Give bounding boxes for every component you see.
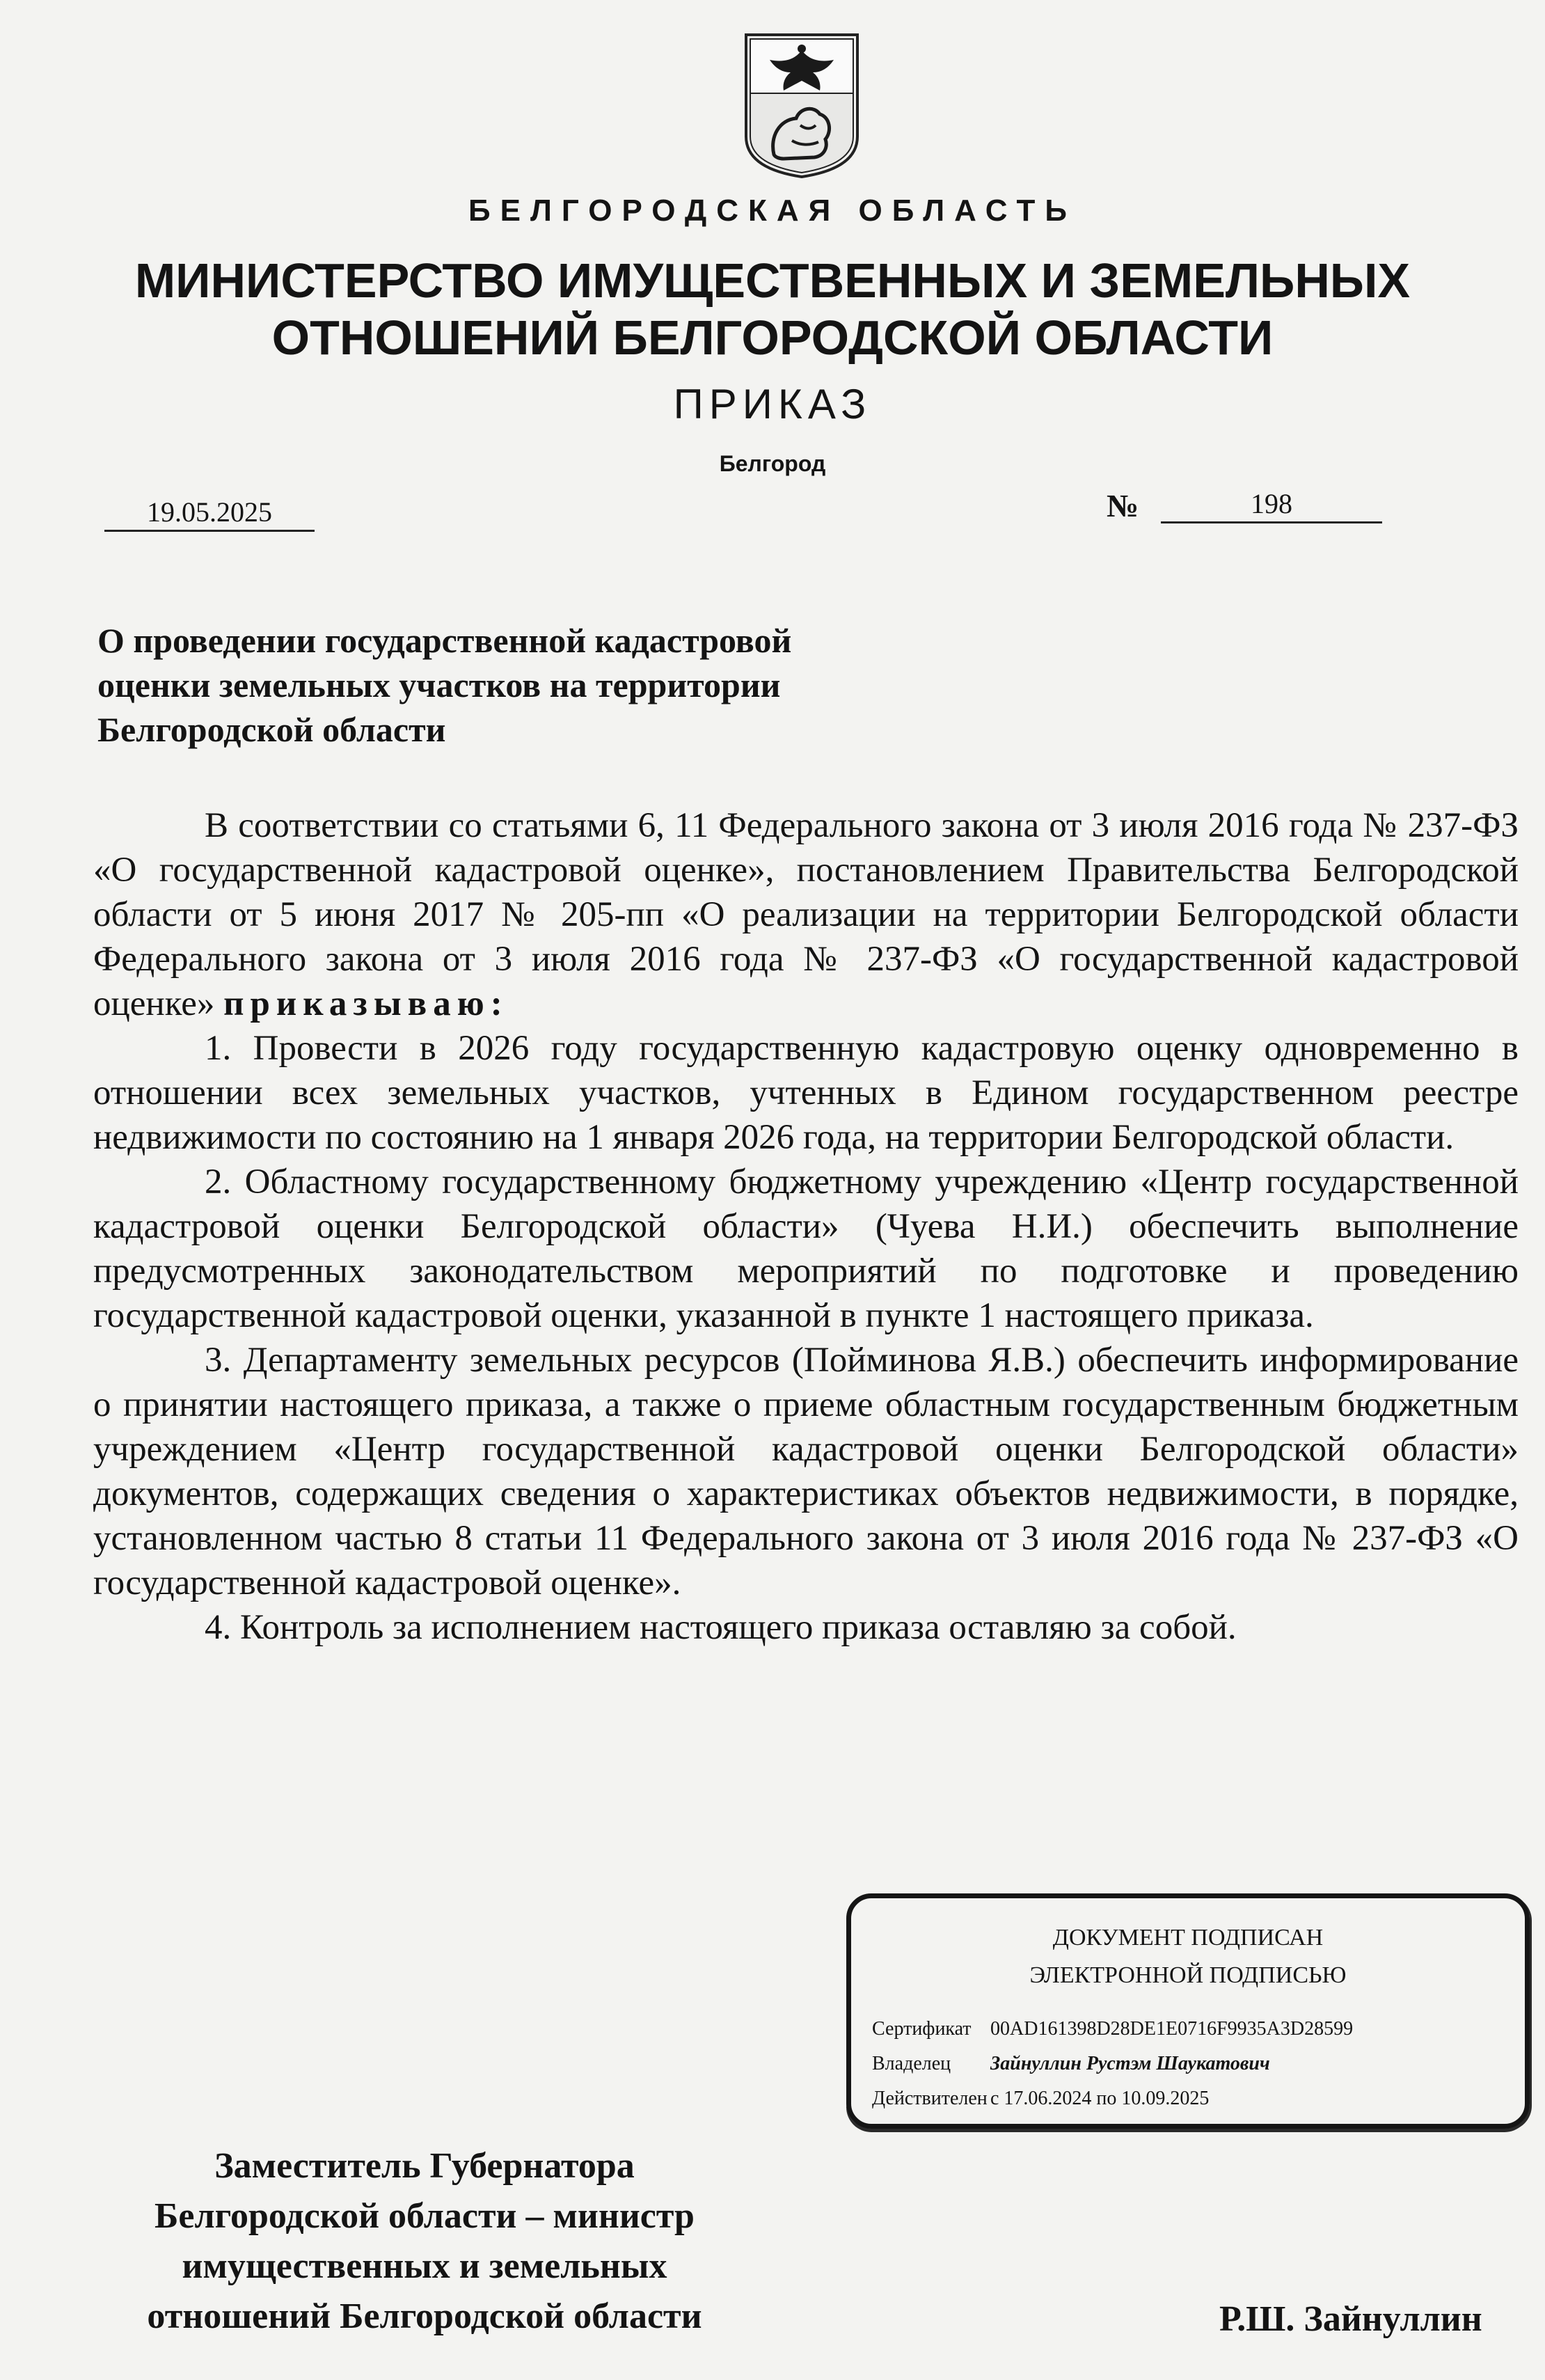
esign-certificate-value: 00AD161398D28DE1E0716F9935A3D28599 (990, 2018, 1354, 2040)
esign-certificate-row (872, 2018, 1353, 2040)
preamble-paragraph (93, 803, 1519, 1026)
esign-owner-row (872, 2053, 1270, 2075)
ministry-heading-line2: ОТНОШЕНИЙ БЕЛГОРОДСКОЙ ОБЛАСТИ (271, 310, 1274, 365)
position-line2: Белгородской области – министр (154, 2196, 695, 2236)
position-line1: Заместитель Губернатора (214, 2146, 635, 2186)
region-heading: БЕЛГОРОДСКАЯ ОБЛАСТЬ (468, 194, 1077, 228)
esign-title-line1: ДОКУМЕНТ ПОДПИСАН (1052, 1925, 1324, 1951)
subject-line2: оценки земельных участков на территории (97, 665, 781, 704)
order-item-2: 2. Областному государственному бюджетному учреждению «Центр государственной кадастровой оценки Белгородской области» (Чуева Н.И.) обеспечить выполнение предусмотренных законодательством мероприятий по подготовке и проведению государственной кадастровой оценки, указанной в пункте 1 настоящего приказа. (93, 1163, 1519, 1335)
electronic-signature-stamp (846, 1893, 1530, 2129)
subject-line3: Белгородской области (97, 710, 446, 749)
document-number: 198 (1161, 487, 1382, 523)
esign-validity-row (872, 2088, 1209, 2110)
signatory-position (97, 2141, 752, 2342)
order-item-4: 4. Контроль за исполнением настоящего приказа оставляю за собой. (205, 1608, 1237, 1647)
order-body (93, 803, 1519, 1650)
order-item-1: 1. Провести в 2026 году государственную кадастровую оценку одновременно в отношении всех земельных участков, учтенных в Едином государственном реестре недвижимости по состоянию на 1 января 2026 года, на территории Белгородской области. (93, 1029, 1519, 1157)
esign-owner-value: Зайнуллин Рустэм Шаукатович (990, 2053, 1270, 2074)
preamble-text: В соответствии со статьями 6, 11 Федерального закона от 3 июля 2016 года № 237-ФЗ «О государственной кадастровой оценке», постановлением Правительства Белгородской области от 5 июня 2017 № 205-пп «О реализации на территории Белгородской области Федерального закона от 3 июля 2016 года № 237-ФЗ «О государственной кадастровой оценке» (93, 806, 1519, 1023)
ministry-heading (104, 252, 1441, 366)
position-line3: имущественных и земельных (182, 2246, 667, 2286)
signatory-name: Р.Ш. Зайнуллин (1219, 2299, 1482, 2339)
esign-validity-label: Действителен (872, 2088, 988, 2109)
esign-title (851, 1919, 1525, 1994)
city: Белгород (719, 451, 826, 476)
position-line4: отношений Белгородской области (147, 2296, 702, 2336)
number-sign: № (1107, 488, 1139, 523)
coat-of-arms-emblem (742, 32, 862, 180)
order-word: приказываю: (223, 984, 509, 1023)
subject-line1: О проведении государственной кадастровой (97, 621, 792, 660)
esign-title-line2: ЭЛЕКТРОННОЙ ПОДПИСЬЮ (1029, 1962, 1347, 1988)
esign-owner-label: Владелец (872, 2053, 951, 2074)
esign-validity-value: с 17.06.2024 по 10.09.2025 (990, 2088, 1210, 2109)
esign-certificate-label: Сертификат (872, 2018, 972, 2040)
document-type: ПРИКАЗ (673, 381, 872, 427)
order-item-3: 3. Департаменту земельных ресурсов (Пойминова Я.В.) обеспечить информирование о принятии настоящего приказа, а также о приеме областным государственным бюджетным учреждением «Центр государственной кадастровой оценки Белгородской области» документов, содержащих сведения о характеристиках объектов недвижимости, в порядке, установленном частью 8 статьи 11 Федерального закона от 3 июля 2016 года № 237-ФЗ «О государственной кадастровой оценке». (93, 1341, 1519, 1602)
document-date: 19.05.2025 (104, 496, 315, 532)
ministry-heading-line1: МИНИСТЕРСТВО ИМУЩЕСТВЕННЫХ И ЗЕМЕЛЬНЫХ (134, 253, 1411, 308)
order-subject (97, 618, 1002, 752)
